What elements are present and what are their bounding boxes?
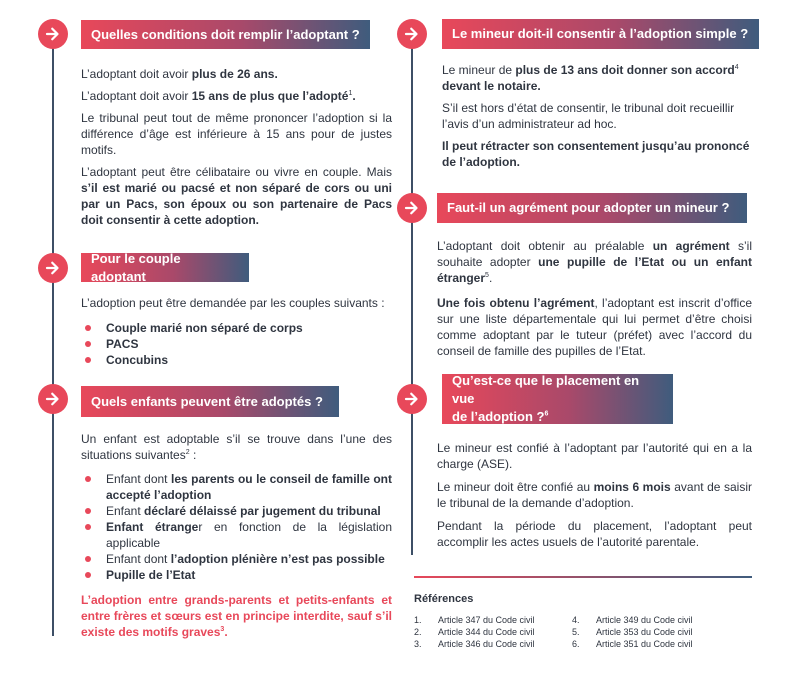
list-item-bold: Pupille de l’Etat bbox=[106, 568, 196, 582]
section-heading-couple bbox=[81, 250, 249, 284]
couple-intro-text: L’adoption peut être demandée par les couples suivants : bbox=[81, 296, 385, 310]
retract-consent-bold: Il peut rétracter son consentement jusqu’au prononcé de l’adoption. bbox=[442, 139, 750, 169]
minor-age-bold: plus de 13 ans doit donner son accord bbox=[515, 63, 735, 77]
section-heading-minor-consent bbox=[442, 19, 759, 49]
punct: . bbox=[224, 625, 228, 639]
reference-item bbox=[414, 638, 535, 650]
arrow-right-circle-icon bbox=[38, 19, 68, 49]
right-timeline-line bbox=[411, 40, 413, 555]
heading-text: Quelles conditions doit remplir l’adoptant ? bbox=[91, 26, 360, 42]
reference-number: 1. bbox=[414, 615, 422, 625]
reference-number: 2. bbox=[414, 627, 422, 637]
footnote-ref: 3 bbox=[220, 626, 225, 633]
reference-number: 6. bbox=[572, 639, 580, 649]
couple-body bbox=[81, 295, 392, 368]
reference-text: Article 344 du Code civil bbox=[438, 627, 535, 637]
list-item-text: Enfant bbox=[106, 504, 145, 518]
couple-list bbox=[81, 320, 392, 368]
left-timeline-line bbox=[52, 40, 54, 636]
reference-text: Article 349 du Code civil bbox=[596, 615, 693, 625]
list-item bbox=[81, 519, 392, 551]
reference-item bbox=[414, 614, 535, 626]
children-list bbox=[81, 471, 392, 583]
list-item-text: Couple marié non séparé de corps bbox=[106, 321, 303, 335]
punct: : bbox=[189, 448, 197, 462]
duration-bold: moins 6 mois bbox=[593, 480, 671, 494]
reference-text: Article 347 du Code civil bbox=[438, 615, 535, 625]
age-gap-text: L’adoptant doit avoir bbox=[81, 89, 192, 103]
reference-number: 4. bbox=[572, 615, 580, 625]
references-title: Références bbox=[414, 593, 474, 605]
children-intro-text: Un enfant est adoptable s’il se trouve dans l’une des situations suivantes bbox=[81, 432, 392, 462]
arrow-right-circle-icon bbox=[397, 193, 427, 223]
duration-text: Le mineur doit être confié au bbox=[437, 480, 594, 494]
list-item bbox=[81, 551, 392, 567]
heading-text: Faut-il un agrément pour adopter un mineur ? bbox=[447, 200, 730, 215]
notary-bold: devant le notaire. bbox=[442, 79, 541, 93]
references-divider bbox=[414, 576, 752, 578]
punct: . bbox=[488, 271, 493, 285]
list-item bbox=[81, 503, 392, 519]
heading-text: Le mineur doit-il consentir à l’adoption simple ? bbox=[452, 26, 749, 41]
reference-number: 3. bbox=[414, 639, 422, 649]
heading-text: Quels enfants peuvent être adoptés ? bbox=[91, 393, 323, 409]
warning-text: L’adoption entre grands-parents et petits-enfants et entre frères et sœurs est en principe interdite, sauf s’il existe des motifs graves bbox=[81, 593, 392, 639]
tribunal-exception-text: Le tribunal peut tout de même prononcer l’adoption si la différence d’âge est inférieure à 15 ans pour de justes motifs. bbox=[81, 111, 392, 157]
ase-text: Le mineur est confié à l’adoptant par l’autorité qui en a la charge (ASE). bbox=[437, 441, 752, 471]
list-item-text: PACS bbox=[106, 337, 139, 351]
arrow-right-circle-icon bbox=[38, 253, 68, 283]
minor-age-text: Le mineur de bbox=[442, 63, 516, 77]
duration-text: avant de saisir le tribunal de la demande d’adoption. bbox=[437, 480, 752, 510]
punct: . bbox=[352, 89, 356, 103]
agrement-text: L’adoptant doit obtenir au préalable bbox=[437, 239, 653, 253]
footnote-ref: 1 bbox=[348, 90, 353, 97]
heading-text: Pour le couple adoptant bbox=[91, 250, 181, 284]
reference-text: Article 351 du Code civil bbox=[596, 639, 693, 649]
heading-text bbox=[452, 372, 663, 426]
reference-number: 5. bbox=[572, 627, 580, 637]
list-item-bold: Enfant étrange bbox=[106, 520, 199, 534]
adoptant-conditions-body bbox=[81, 66, 392, 228]
list-item-text: Enfant dont bbox=[106, 472, 171, 486]
list-item-bold: l’adoption plénière n’est pas possible bbox=[170, 552, 385, 566]
agrement-body bbox=[437, 238, 752, 359]
list-item bbox=[81, 567, 392, 583]
list-item-text: Enfant dont bbox=[106, 552, 171, 566]
reference-item bbox=[572, 626, 693, 638]
ad-hoc-text: S’il est hors d’état de consentir, le tribunal doit recueillir l’avis d’un administrateur ad hoc. bbox=[442, 101, 735, 131]
heading-line-1: Qu’est-ce que le placement en vue bbox=[452, 373, 640, 406]
agrement-obtained-bold: Une fois obtenu l’agrément bbox=[437, 296, 595, 310]
reference-text: Article 353 du Code civil bbox=[596, 627, 693, 637]
spouse-consent-bold: s’il est marié ou pacsé et non séparé de cors ou uni par un Pacs, son époux ou son partenaire de Pacs doit consentir à cette adoption. bbox=[81, 181, 392, 227]
adoptable-children-body bbox=[81, 431, 392, 640]
reference-item bbox=[414, 626, 535, 638]
age-gap-bold: 15 ans de plus que l’adopté bbox=[191, 89, 349, 103]
age-requirement-text: L’adoptant doit avoir bbox=[81, 67, 192, 81]
reference-item bbox=[572, 614, 693, 626]
section-heading-adoptable-children bbox=[81, 386, 339, 417]
reference-text: Article 346 du Code civil bbox=[438, 639, 535, 649]
arrow-right-circle-icon bbox=[38, 384, 68, 414]
placement-body bbox=[437, 440, 752, 550]
heading-line-2: de l’adoption ? bbox=[452, 409, 545, 424]
list-item-bold: déclaré délaissé par jugement du tribunal bbox=[144, 504, 381, 518]
pupille-bold: une pupille de l’Etat ou un enfant étranger bbox=[437, 255, 752, 285]
marital-status-text: L’adoptant peut être célibataire ou vivre en couple. Mais bbox=[81, 165, 392, 179]
list-item-text: r en fonction de la législation applicable bbox=[106, 520, 392, 550]
agrement-list-text: , l’adoptant est inscrit d’office sur une liste départementale qui lui permet d’être choisi comme adoptant par le tuteur (préfet) avec l’accord du conseil de famille des pupilles de l’Etat. bbox=[437, 296, 752, 358]
minor-consent-body bbox=[442, 62, 753, 170]
list-item bbox=[81, 336, 392, 352]
references-col-2 bbox=[572, 614, 693, 650]
footnote-ref: 2 bbox=[185, 449, 190, 456]
agrement-text: s’il souhaite adopter bbox=[437, 239, 752, 269]
footnote-ref: 4 bbox=[734, 64, 739, 71]
reference-item bbox=[572, 638, 693, 650]
section-heading-adoptant-conditions bbox=[81, 20, 370, 49]
agrement-bold: un agrément bbox=[652, 239, 730, 253]
parental-authority-text: Pendant la période du placement, l’adoptant peut accomplir les actes usuels de l’autorité parentale. bbox=[437, 519, 752, 549]
age-requirement-bold: plus de 26 ans. bbox=[191, 67, 278, 81]
section-heading-placement bbox=[442, 374, 673, 424]
list-item-text: Concubins bbox=[106, 353, 168, 367]
list-item bbox=[81, 320, 392, 336]
references-col-1 bbox=[414, 614, 535, 650]
arrow-right-circle-icon bbox=[397, 384, 427, 414]
list-item bbox=[81, 352, 392, 368]
list-item bbox=[81, 471, 392, 503]
section-heading-agrement bbox=[437, 193, 747, 223]
footnote-ref: 5 bbox=[485, 272, 489, 279]
list-item-bold: les parents ou le conseil de famille ont accepté l’adoption bbox=[106, 472, 393, 502]
footnote-ref: 6 bbox=[544, 410, 549, 418]
arrow-right-circle-icon bbox=[397, 19, 427, 49]
